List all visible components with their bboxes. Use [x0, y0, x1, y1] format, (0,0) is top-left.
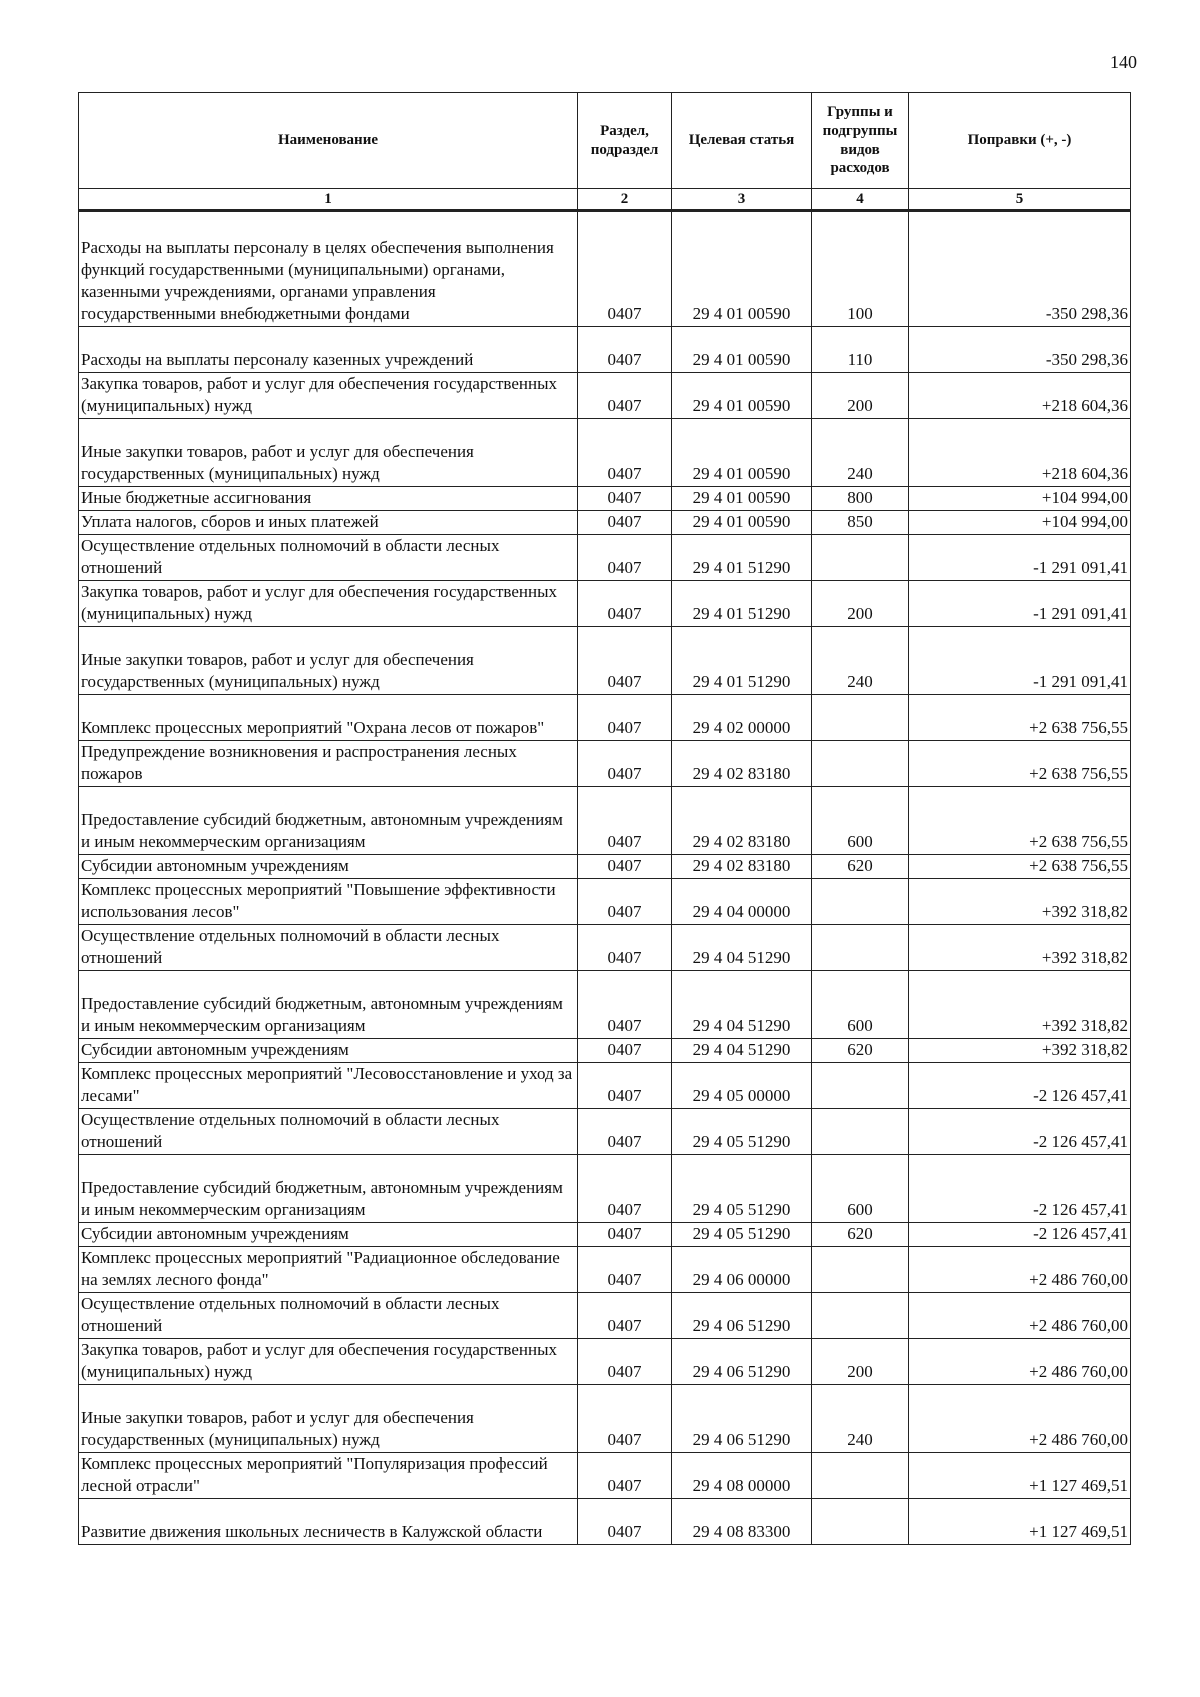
row-section-cell: 0407 [578, 787, 672, 855]
row-group-cell [812, 925, 909, 971]
table-row [79, 1453, 1131, 1499]
row-section-cell: 0407 [578, 1155, 672, 1223]
row-amount-cell: +392 318,82 [909, 1039, 1131, 1063]
table-row [79, 1499, 1131, 1545]
row-group-cell [812, 695, 909, 741]
row-target-cell: 29 4 02 83180 [672, 787, 812, 855]
row-group-cell: 600 [812, 1155, 909, 1223]
row-group-cell [812, 1247, 909, 1293]
table-row [79, 879, 1131, 925]
row-group-cell: 200 [812, 1339, 909, 1385]
row-target-cell: 29 4 04 51290 [672, 1039, 812, 1063]
table-row [79, 1247, 1131, 1293]
table-row [79, 373, 1131, 419]
row-amount-cell: -1 291 091,41 [909, 627, 1131, 695]
row-group-cell: 240 [812, 419, 909, 487]
row-amount-cell: +2 486 760,00 [909, 1339, 1131, 1385]
row-section-cell: 0407 [578, 1247, 672, 1293]
row-section-cell: 0407 [578, 627, 672, 695]
row-name-cell: Осуществление отдельных полномочий в области лесных отношений [79, 1109, 578, 1155]
row-group-cell: 240 [812, 627, 909, 695]
row-section-cell: 0407 [578, 855, 672, 879]
row-group-cell: 200 [812, 581, 909, 627]
row-target-cell: 29 4 08 83300 [672, 1499, 812, 1545]
row-name-cell: Иные закупки товаров, работ и услуг для обеспечения государственных (муниципальных) нужд [79, 419, 578, 487]
budget-amendments-table [78, 92, 1131, 1545]
row-name-cell: Осуществление отдельных полномочий в области лесных отношений [79, 1293, 578, 1339]
row-target-cell: 29 4 04 51290 [672, 925, 812, 971]
column-number: 2 [578, 189, 672, 211]
table-row [79, 511, 1131, 535]
row-amount-cell: +392 318,82 [909, 879, 1131, 925]
row-target-cell: 29 4 01 00590 [672, 419, 812, 487]
row-name-cell: Субсидии автономным учреждениям [79, 1223, 578, 1247]
row-name-cell: Закупка товаров, работ и услуг для обеспечения государственных (муниципальных) нужд [79, 1339, 578, 1385]
row-group-cell [812, 879, 909, 925]
row-name-cell: Развитие движения школьных лесничеств в Калужской области [79, 1499, 578, 1545]
row-group-cell [812, 1063, 909, 1109]
row-section-cell: 0407 [578, 971, 672, 1039]
row-target-cell: 29 4 01 00590 [672, 511, 812, 535]
row-target-cell: 29 4 05 00000 [672, 1063, 812, 1109]
row-target-cell: 29 4 08 00000 [672, 1453, 812, 1499]
row-target-cell: 29 4 06 51290 [672, 1293, 812, 1339]
page-number: 140 [1110, 52, 1137, 72]
row-section-cell: 0407 [578, 1339, 672, 1385]
row-target-cell: 29 4 01 00590 [672, 487, 812, 511]
row-target-cell: 29 4 05 51290 [672, 1223, 812, 1247]
row-section-cell: 0407 [578, 1223, 672, 1247]
column-number: 4 [812, 189, 909, 211]
row-name-cell: Осуществление отдельных полномочий в области лесных отношений [79, 925, 578, 971]
row-section-cell: 0407 [578, 925, 672, 971]
row-name-cell: Осуществление отдельных полномочий в области лесных отношений [79, 535, 578, 581]
row-amount-cell: -2 126 457,41 [909, 1109, 1131, 1155]
row-amount-cell: +218 604,36 [909, 373, 1131, 419]
header-amendments: Поправки (+, -) [909, 93, 1131, 189]
row-group-cell: 600 [812, 971, 909, 1039]
row-section-cell: 0407 [578, 1293, 672, 1339]
row-group-cell: 620 [812, 1039, 909, 1063]
row-amount-cell: +1 127 469,51 [909, 1453, 1131, 1499]
table-row [79, 1293, 1131, 1339]
row-group-cell: 110 [812, 327, 909, 373]
table-body [79, 211, 1131, 1545]
row-target-cell: 29 4 05 51290 [672, 1109, 812, 1155]
row-amount-cell: +2 638 756,55 [909, 855, 1131, 879]
row-amount-cell: -1 291 091,41 [909, 581, 1131, 627]
row-amount-cell: -350 298,36 [909, 327, 1131, 373]
row-section-cell: 0407 [578, 1499, 672, 1545]
row-amount-cell: +2 486 760,00 [909, 1293, 1131, 1339]
row-group-cell: 200 [812, 373, 909, 419]
table-row [79, 1223, 1131, 1247]
table-row [79, 695, 1131, 741]
table-header-row [79, 93, 1131, 189]
table-row [79, 1063, 1131, 1109]
row-section-cell: 0407 [578, 741, 672, 787]
row-amount-cell: +2 486 760,00 [909, 1385, 1131, 1453]
row-name-cell: Комплекс процессных мероприятий "Охрана лесов от пожаров" [79, 695, 578, 741]
table-row [79, 581, 1131, 627]
row-group-cell [812, 1499, 909, 1545]
row-target-cell: 29 4 02 00000 [672, 695, 812, 741]
row-amount-cell: -2 126 457,41 [909, 1063, 1131, 1109]
table-row [79, 855, 1131, 879]
row-section-cell: 0407 [578, 373, 672, 419]
row-section-cell: 0407 [578, 327, 672, 373]
row-amount-cell: +104 994,00 [909, 511, 1131, 535]
row-target-cell: 29 4 06 51290 [672, 1385, 812, 1453]
row-section-cell: 0407 [578, 211, 672, 327]
row-group-cell: 600 [812, 787, 909, 855]
row-name-cell: Расходы на выплаты персоналу казенных учреждений [79, 327, 578, 373]
row-name-cell: Субсидии автономным учреждениям [79, 1039, 578, 1063]
row-section-cell: 0407 [578, 487, 672, 511]
table-row [79, 1109, 1131, 1155]
table-row [79, 1155, 1131, 1223]
row-group-cell [812, 1453, 909, 1499]
row-name-cell: Комплекс процессных мероприятий "Лесовосстановление и уход за лесами" [79, 1063, 578, 1109]
row-target-cell: 29 4 06 51290 [672, 1339, 812, 1385]
row-name-cell: Предоставление субсидий бюджетным, автономным учреждениям и иным некоммерческим организациям [79, 787, 578, 855]
row-name-cell: Расходы на выплаты персоналу в целях обеспечения выполнения функций государственными (муниципальными) органами, казенными учреждениями, органами управления государственными внебюджетными фондами [79, 211, 578, 327]
row-target-cell: 29 4 01 51290 [672, 535, 812, 581]
table-row [79, 971, 1131, 1039]
table-row [79, 925, 1131, 971]
row-amount-cell: -2 126 457,41 [909, 1223, 1131, 1247]
row-group-cell: 620 [812, 855, 909, 879]
row-target-cell: 29 4 01 00590 [672, 211, 812, 327]
row-name-cell: Закупка товаров, работ и услуг для обеспечения государственных (муниципальных) нужд [79, 373, 578, 419]
row-amount-cell: +2 638 756,55 [909, 741, 1131, 787]
row-amount-cell: +392 318,82 [909, 971, 1131, 1039]
column-number-row [79, 189, 1131, 211]
table-row [79, 787, 1131, 855]
column-number: 1 [79, 189, 578, 211]
row-section-cell: 0407 [578, 581, 672, 627]
row-amount-cell: +2 486 760,00 [909, 1247, 1131, 1293]
row-amount-cell: -1 291 091,41 [909, 535, 1131, 581]
table-row [79, 327, 1131, 373]
row-amount-cell: +1 127 469,51 [909, 1499, 1131, 1545]
row-name-cell: Предоставление субсидий бюджетным, автономным учреждениям и иным некоммерческим организациям [79, 971, 578, 1039]
row-group-cell: 240 [812, 1385, 909, 1453]
row-target-cell: 29 4 01 00590 [672, 327, 812, 373]
table-row [79, 419, 1131, 487]
row-amount-cell: -350 298,36 [909, 211, 1131, 327]
header-name: Наименование [79, 93, 578, 189]
row-name-cell: Уплата налогов, сборов и иных платежей [79, 511, 578, 535]
row-group-cell: 850 [812, 511, 909, 535]
row-group-cell [812, 741, 909, 787]
row-section-cell: 0407 [578, 535, 672, 581]
row-group-cell: 100 [812, 211, 909, 327]
row-name-cell: Предоставление субсидий бюджетным, автономным учреждениям и иным некоммерческим организациям [79, 1155, 578, 1223]
row-target-cell: 29 4 02 83180 [672, 855, 812, 879]
row-section-cell: 0407 [578, 879, 672, 925]
row-section-cell: 0407 [578, 1039, 672, 1063]
row-name-cell: Комплекс процессных мероприятий "Повышение эффективности использования лесов" [79, 879, 578, 925]
row-section-cell: 0407 [578, 419, 672, 487]
row-amount-cell: +2 638 756,55 [909, 695, 1131, 741]
column-number: 5 [909, 189, 1131, 211]
table-row [79, 211, 1131, 327]
row-group-cell: 800 [812, 487, 909, 511]
table-row [79, 1339, 1131, 1385]
row-target-cell: 29 4 06 00000 [672, 1247, 812, 1293]
row-amount-cell: +392 318,82 [909, 925, 1131, 971]
row-name-cell: Предупреждение возникновения и распространения лесных пожаров [79, 741, 578, 787]
row-target-cell: 29 4 04 51290 [672, 971, 812, 1039]
row-name-cell: Субсидии автономным учреждениям [79, 855, 578, 879]
row-section-cell: 0407 [578, 695, 672, 741]
row-amount-cell: -2 126 457,41 [909, 1155, 1131, 1223]
table-row [79, 535, 1131, 581]
table-row [79, 487, 1131, 511]
row-amount-cell: +2 638 756,55 [909, 787, 1131, 855]
row-target-cell: 29 4 02 83180 [672, 741, 812, 787]
row-amount-cell: +104 994,00 [909, 487, 1131, 511]
table-row [79, 627, 1131, 695]
row-target-cell: 29 4 01 51290 [672, 627, 812, 695]
header-target: Целевая статья [672, 93, 812, 189]
row-group-cell: 620 [812, 1223, 909, 1247]
row-group-cell [812, 1109, 909, 1155]
header-groups: Группы и подгруппы видов расходов [812, 93, 909, 189]
row-section-cell: 0407 [578, 511, 672, 535]
row-target-cell: 29 4 04 00000 [672, 879, 812, 925]
row-name-cell: Комплекс процессных мероприятий "Радиационное обследование на землях лесного фонда" [79, 1247, 578, 1293]
row-section-cell: 0407 [578, 1385, 672, 1453]
row-name-cell: Закупка товаров, работ и услуг для обеспечения государственных (муниципальных) нужд [79, 581, 578, 627]
header-section: Раздел, подраздел [578, 93, 672, 189]
column-number: 3 [672, 189, 812, 211]
table-row [79, 741, 1131, 787]
row-section-cell: 0407 [578, 1453, 672, 1499]
row-target-cell: 29 4 01 51290 [672, 581, 812, 627]
row-amount-cell: +218 604,36 [909, 419, 1131, 487]
row-section-cell: 0407 [578, 1109, 672, 1155]
table-row [79, 1385, 1131, 1453]
row-group-cell [812, 535, 909, 581]
row-target-cell: 29 4 01 00590 [672, 373, 812, 419]
table-row [79, 1039, 1131, 1063]
row-name-cell: Иные бюджетные ассигнования [79, 487, 578, 511]
row-name-cell: Комплекс процессных мероприятий "Популяризация профессий лесной отрасли" [79, 1453, 578, 1499]
row-name-cell: Иные закупки товаров, работ и услуг для обеспечения государственных (муниципальных) нужд [79, 627, 578, 695]
row-section-cell: 0407 [578, 1063, 672, 1109]
row-group-cell [812, 1293, 909, 1339]
row-name-cell: Иные закупки товаров, работ и услуг для обеспечения государственных (муниципальных) нужд [79, 1385, 578, 1453]
row-target-cell: 29 4 05 51290 [672, 1155, 812, 1223]
